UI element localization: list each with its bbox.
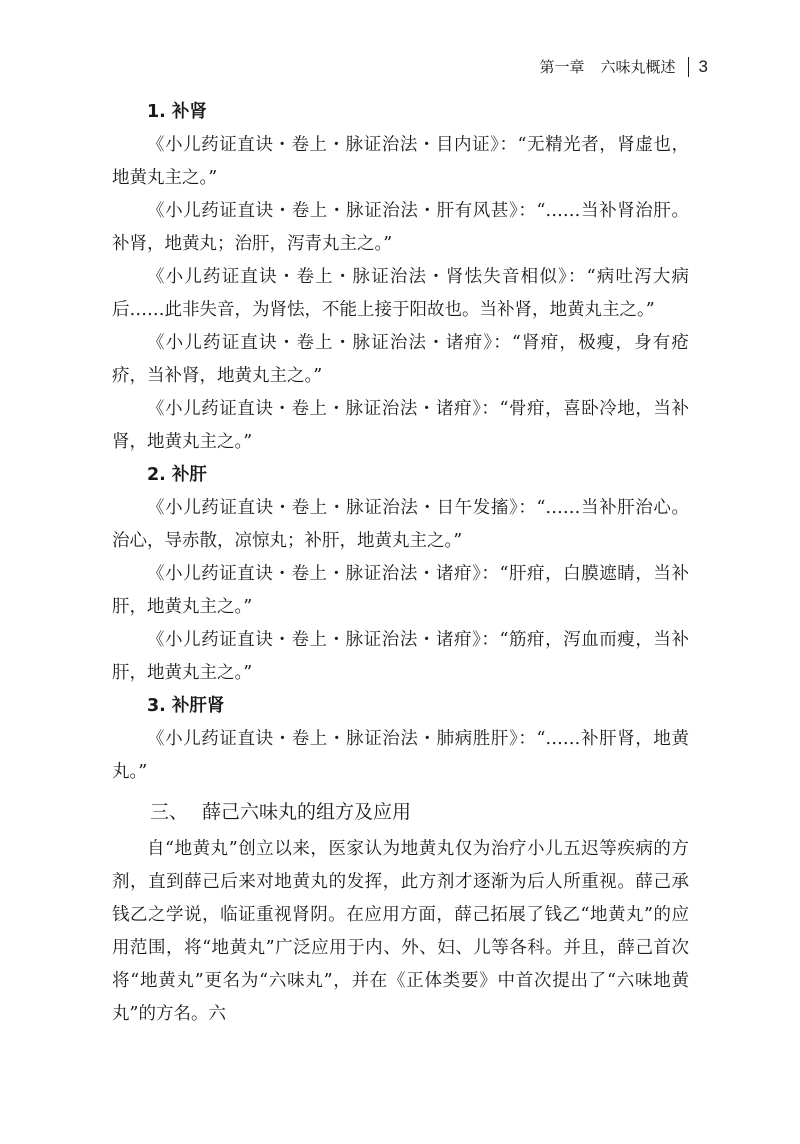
paragraph: 《小儿药证直诀・卷上・脉证治法・肝有风甚》：“……当补肾治肝。补肾，地黄丸；治肝，泻青丸主之。” xyxy=(112,201,689,254)
paragraph: 《小儿药证直诀・卷上・脉证治法・诸疳》：“骨疳，喜卧冷地，当补肾，地黄丸主之。” xyxy=(112,399,689,452)
page-number: 3 xyxy=(698,56,708,76)
paragraph: 《小儿药证直诀・卷上・脉证治法・肾怯失音相似》：“病吐泻大病后……此非失音，为肾怯，不能上接于阳故也。当补肾，地黄丸主之。” xyxy=(112,267,689,320)
subheading-bushen: 1. 补肾 xyxy=(147,102,207,122)
chapter-label: 第一章 xyxy=(539,58,585,76)
running-header xyxy=(540,56,709,77)
section-heading xyxy=(112,793,689,831)
paragraph: 自“地黄丸”创立以来，医家认为地黄丸仅为治疗小儿五迟等疾病的方剂，直到薛己后来对地黄丸的发挥，此方剂才逐渐为后人所重视。薛己承钱乙之学说，临证重视肾阴。在应用方面，薛己拓展了钱乙“地黄丸”的应用范围，将“地黄丸”广泛应用于内、外、妇、儿等各科。并且，薛己首次将“地黄丸”更名为“六味丸”，并在《正体类要》中首次提出了“六味地黄丸”的方名。六 xyxy=(112,839,689,1024)
paragraph: 《小儿药证直诀・卷上・脉证治法・诸疳》：“肾疳，极瘦，身有疮疥，当补肾，地黄丸主之。” xyxy=(112,333,689,386)
paragraph: 《小儿药证直诀・卷上・脉证治法・日午发搐》：“……当补肝治心。治心，导赤散，凉惊丸；补肝，地黄丸主之。” xyxy=(112,498,689,551)
paragraph: 《小儿药证直诀・卷上・脉证治法・诸疳》：“肝疳，白膜遮睛，当补肝，地黄丸主之。” xyxy=(112,564,689,617)
paragraph: 《小儿药证直诀・卷上・脉证治法・诸疳》：“筋疳，泻血而瘦，当补肝，地黄丸主之。” xyxy=(112,630,689,683)
paragraph: 《小儿药证直诀・卷上・脉证治法・目内证》：“无精光者，肾虚也，地黄丸主之。” xyxy=(112,135,689,188)
section-title: 薛己六味丸的组方及应用 xyxy=(202,801,412,823)
paragraph: 《小儿药证直诀・卷上・脉证治法・肺病胜肝》：“……补肝肾，地黄丸。” xyxy=(112,729,689,782)
page-body xyxy=(112,96,689,1031)
chapter-title: 六味丸概述 xyxy=(600,58,676,76)
subheading-bugan: 2. 补肝 xyxy=(147,465,207,485)
header-divider xyxy=(688,57,689,77)
section-number: 三、 xyxy=(150,801,189,823)
subheading-buganshen: 3. 补肝肾 xyxy=(147,696,225,716)
